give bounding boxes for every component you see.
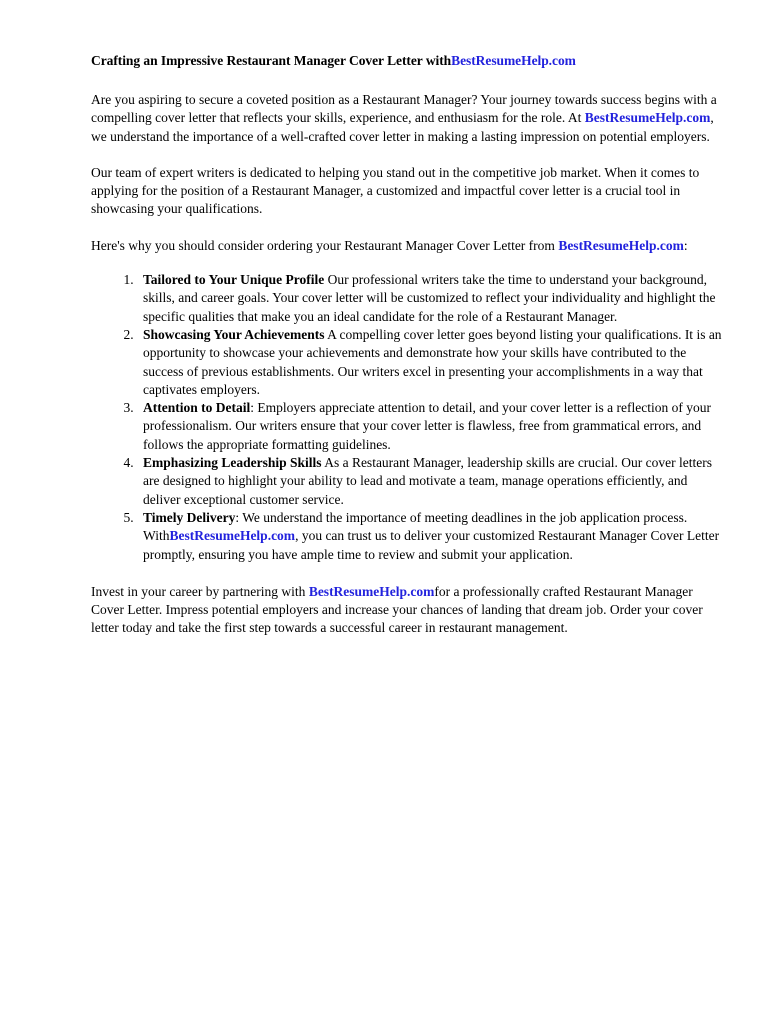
list-item-heading: Tailored to Your Unique Profile	[143, 272, 325, 288]
closing-section	[91, 583, 719, 638]
list-item	[137, 271, 723, 326]
list-item-heading: Attention to Detail	[143, 400, 251, 416]
list-item-body-after-link: , you can trust us to deliver your customized Restaurant Manager Cover Letter promptly, ensuring you have ample time to review and submit your application.	[143, 528, 720, 562]
paragraph-lead-in-part1: Here's why you should consider ordering your Restaurant Manager Cover Letter from	[91, 237, 559, 253]
list-item-heading: Emphasizing Leadership Skills	[143, 455, 322, 471]
brand-link-title[interactable]: BestResumeHelp.com	[451, 53, 576, 68]
list-item-body-before-link: : We understand the importance of meeting deadlines in the job application process. With	[143, 509, 688, 544]
paragraph-closing-part2: for a professionally crafted Restaurant Manager Cover Letter. Impress potential employers and increase your chances of landing that dream job. Order your cover letter today and take the first step towards a successful career in restaurant management.	[91, 583, 703, 636]
paragraph-intro-part1: Are you aspiring to secure a coveted position as a Restaurant Manager? Your journey towards success begins with a compelling cover letter that reflects your skills, experience, and enthusiasm for the role. At	[91, 92, 717, 126]
paragraph-team-text: Our team of expert writers is dedicated to helping you stand out in the competitive job market. When it comes to applying for the position of a Restaurant Manager, a customized and impactful cover letter is a crucial tool in showcasing your qualifications.	[91, 164, 700, 217]
page-title	[91, 52, 719, 69]
document-body	[91, 52, 722, 638]
brand-link-lead-in[interactable]: BestResumeHelp.com	[558, 237, 684, 253]
list-item-body: : Employers appreciate attention to detail, and your cover letter is a reflection of your professionalism. Our writers ensure that your cover letter is flawless, free from grammatical errors, and follows the appropriate formatting guidelines.	[143, 400, 711, 452]
page-title-text: Crafting an Impressive Restaurant Manager Cover Letter with	[91, 53, 452, 68]
list-item-body: As a Restaurant Manager, leadership skills are crucial. Our cover letters are designed to highlight your ability to lead and motivate a team, manage operations efficiently, and deliver exceptional customer service.	[143, 455, 713, 507]
list-item-heading: Timely Delivery	[143, 509, 236, 525]
list-item	[137, 399, 723, 454]
paragraph-intro-part2: , we understand the importance of a well-crafted cover letter in making a lasting impression on potential employers.	[91, 110, 714, 144]
paragraph-team	[91, 164, 719, 219]
list-item-heading: Showcasing Your Achievements	[143, 326, 325, 342]
list-item-body: A compelling cover letter goes beyond listing your qualifications. It is an opportunity to showcase your achievements and demonstrate how your skills have contributed to the success of previous establishments. Our writers excel in presenting your accomplishments in a way that captivates employers.	[143, 326, 722, 397]
paragraph-lead-in-part2: :	[683, 237, 688, 253]
brand-link-closing[interactable]: BestResumeHelp.com	[308, 583, 435, 599]
list-item-body: Our professional writers take the time to understand your background, skills, and career goals. Your cover letter will be customized to reflect your individuality and highlight the specific qualities that make you an ideal candidate for the role of a Restaurant Manager.	[143, 272, 716, 324]
benefits-list	[91, 271, 722, 564]
list-item	[137, 326, 723, 399]
brand-link-timely-delivery[interactable]: BestResumeHelp.com	[169, 528, 296, 544]
paragraph-lead-in	[91, 237, 719, 255]
paragraph-closing-part1: Invest in your career by partnering with	[91, 583, 309, 599]
paragraph-closing	[91, 583, 719, 638]
list-item	[137, 509, 723, 564]
list-item	[137, 454, 723, 509]
paragraph-intro	[91, 91, 719, 146]
brand-link-intro[interactable]: BestResumeHelp.com	[584, 110, 711, 126]
